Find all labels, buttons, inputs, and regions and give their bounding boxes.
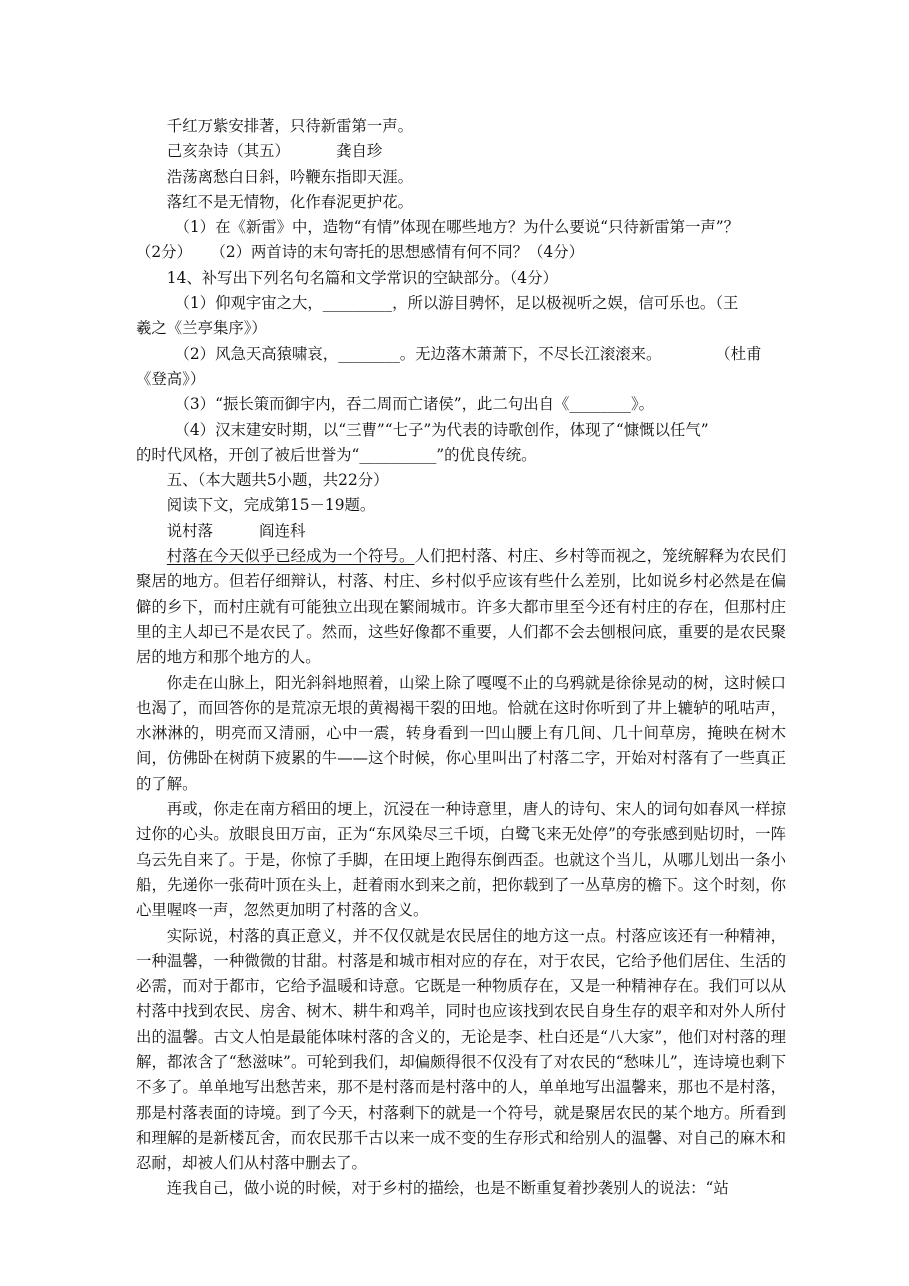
article-paragraph-1 bbox=[136, 544, 786, 670]
poem-line: 落红不是无情物，化作春泥更护花。 bbox=[166, 192, 414, 211]
poem-line: 浩荡离愁白日斜，吟鞭东指即天涯。 bbox=[166, 167, 414, 186]
article-author: 阎连科 bbox=[259, 521, 306, 540]
underlined-sentence: 村落在今天似乎已经成为一个符号。 bbox=[166, 547, 415, 566]
article-paragraph-3: 再或，你走在南方稻田的埂上，沉浸在一种诗意里，唐人的诗句、宋人的词句如春风一样掠过你的心头。放眼良田万亩，正为“东风染尽三千顷，白鹭飞来无处停”的夸张感到贴切时，一阵乌云先自来了。于是，你惊了手脚，在田埂上跑得东倒西歪。也就这个当儿，从哪儿划出一条小船，先递你一张荷叶顶在头上，赶着雨水到来之前，把你载到了一丛草房的檐下。这个时刻，你心里喔咚一声，忽然更加明了村落的含义。 bbox=[136, 800, 786, 920]
question-14-item-2-source: 《登高》） bbox=[136, 369, 206, 388]
poem-title: 己亥杂诗（其五） bbox=[166, 142, 290, 161]
question-14-item-2 bbox=[136, 342, 786, 367]
question-13-part-1: （1）在《新雷》中，造物“有情”体现在哪些地方？为什么要说“只待新雷第一声”？ bbox=[174, 218, 740, 237]
question-14-item-2-author: （杜甫 bbox=[715, 344, 762, 363]
question-13-part-2: （2）两首诗的末句寄托的思想感情有何不同？（4分） bbox=[210, 243, 585, 262]
poem-line: 千红万紫安排著，只待新雷第一声。 bbox=[166, 117, 414, 135]
question-14-item-3: （3）“振长策而御宇内，吞二周而亡诸侯”，此二句出自《________》。 bbox=[174, 395, 655, 414]
article-paragraph-5: 连我自己，做小说的时候，对于乡村的描绘，也是不断重复着抄袭别人的说法：“站 bbox=[166, 1179, 729, 1198]
question-13-score: （2分） bbox=[136, 243, 192, 262]
question-14-item-1: （1）仰观宇宙之大，_________，所以游目骋怀，足以极视听之娱，信可乐也。（王 bbox=[174, 294, 739, 313]
section-instruction: 阅读下文，完成第15－19题。 bbox=[166, 496, 376, 515]
question-14-item-4-continuation: 的时代风格，开创了被后世誉为“__________”的优良传统。 bbox=[136, 445, 537, 464]
question-14-item-4: （4）汉末建安时期，以“三曹”“七子”为代表的诗歌创作，体现了“慷慨以任气” bbox=[174, 420, 709, 439]
section-heading: 五、（本大题共5小题，共22分） bbox=[166, 471, 389, 490]
question-14-item-1-source: 羲之《兰亭集序》） bbox=[136, 319, 267, 338]
poem-heading bbox=[136, 139, 786, 164]
paragraph-text: 人们把村落、村庄、乡村等而视之，笼统解释为农民们聚居的地方。但若仔细辩认，村落、村庄、乡村似乎应该有些什么差别，比如说乡村必然是在偏僻的乡下，而村庄就有可能独立出现在繁闹城市。许多大都市里至今还有村庄的存在，但那村庄里的主人却已不是农民了。然而，这些好像都不重要，人们都不会去刨根问底，重要的是农民聚居的地方和那个地方的人。 bbox=[136, 547, 786, 667]
question-14-heading: 14、补写出下列名句名篇和文学常识的空缺部分。（4分） bbox=[166, 268, 558, 287]
question-14-item-2-text: （2）风急天高猿啸哀，________。无边落木萧萧下，不尽长江滚滚来。 bbox=[174, 344, 662, 363]
poem-author: 龚自珍 bbox=[336, 142, 383, 161]
article-title: 说村落 bbox=[166, 521, 213, 540]
document-page bbox=[136, 114, 786, 1202]
article-paragraph-2: 你走在山脉上，阳光斜斜地照着，山梁上除了嘎嘎不止的乌鸦就是徐徐晃动的树，这时候口也渴了，而回答你的是荒凉无垠的黄褐褐干裂的田地。恰就在这时你听到了井上辘轳的吼咕声，水淋淋的，明亮而又清丽，心中一震，转身看到一凹山腰上有几间、几十间草房，掩映在树木间，仿佛卧在树荫下疲累的牛——这个时候，你心里叫出了村落二字，开始对村落有了一些真正的了解。 bbox=[136, 673, 786, 793]
article-heading bbox=[136, 519, 786, 544]
question-13-continuation bbox=[136, 240, 786, 265]
article-paragraph-4: 实际说，村落的真正意义，并不仅仅就是农民居住的地方这一点。村落应该还有一种精神，一种温馨，一种微微的甘甜。村落是和城市相对应的存在，对于农民，它给予他们居住、生活的必需，而对于都市，它给予温暖和诗意。它既是一种物质存在，又是一种精神存在。我们可以从村落中找到农民、房舍、树木、耕牛和鸡羊，同时也应该找到农民自身生存的艰辛和对外人所付出的温馨。古文人怕是最能体味村落的含义的，无论是李、杜白还是“八大家”，他们对村落的理解，都浓含了“愁滋味”。可轮到我们，却偏颇得很不仅没有了对农民的“愁味儿”，连诗境也剩下不多了。单单地写出愁苦来，那不是村落而是村落中的人，单单地写出温馨来，那也不是村落，那是村落表面的诗境。到了今天，村落剩下的就是一个符号，就是聚居农民的某个地方。所看到和理解的是新楼瓦舍，而农民那千古以来一成不变的生存形式和给别人的温馨、对自己的麻木和忍耐，却被人们从村落中删去了。 bbox=[136, 926, 786, 1173]
